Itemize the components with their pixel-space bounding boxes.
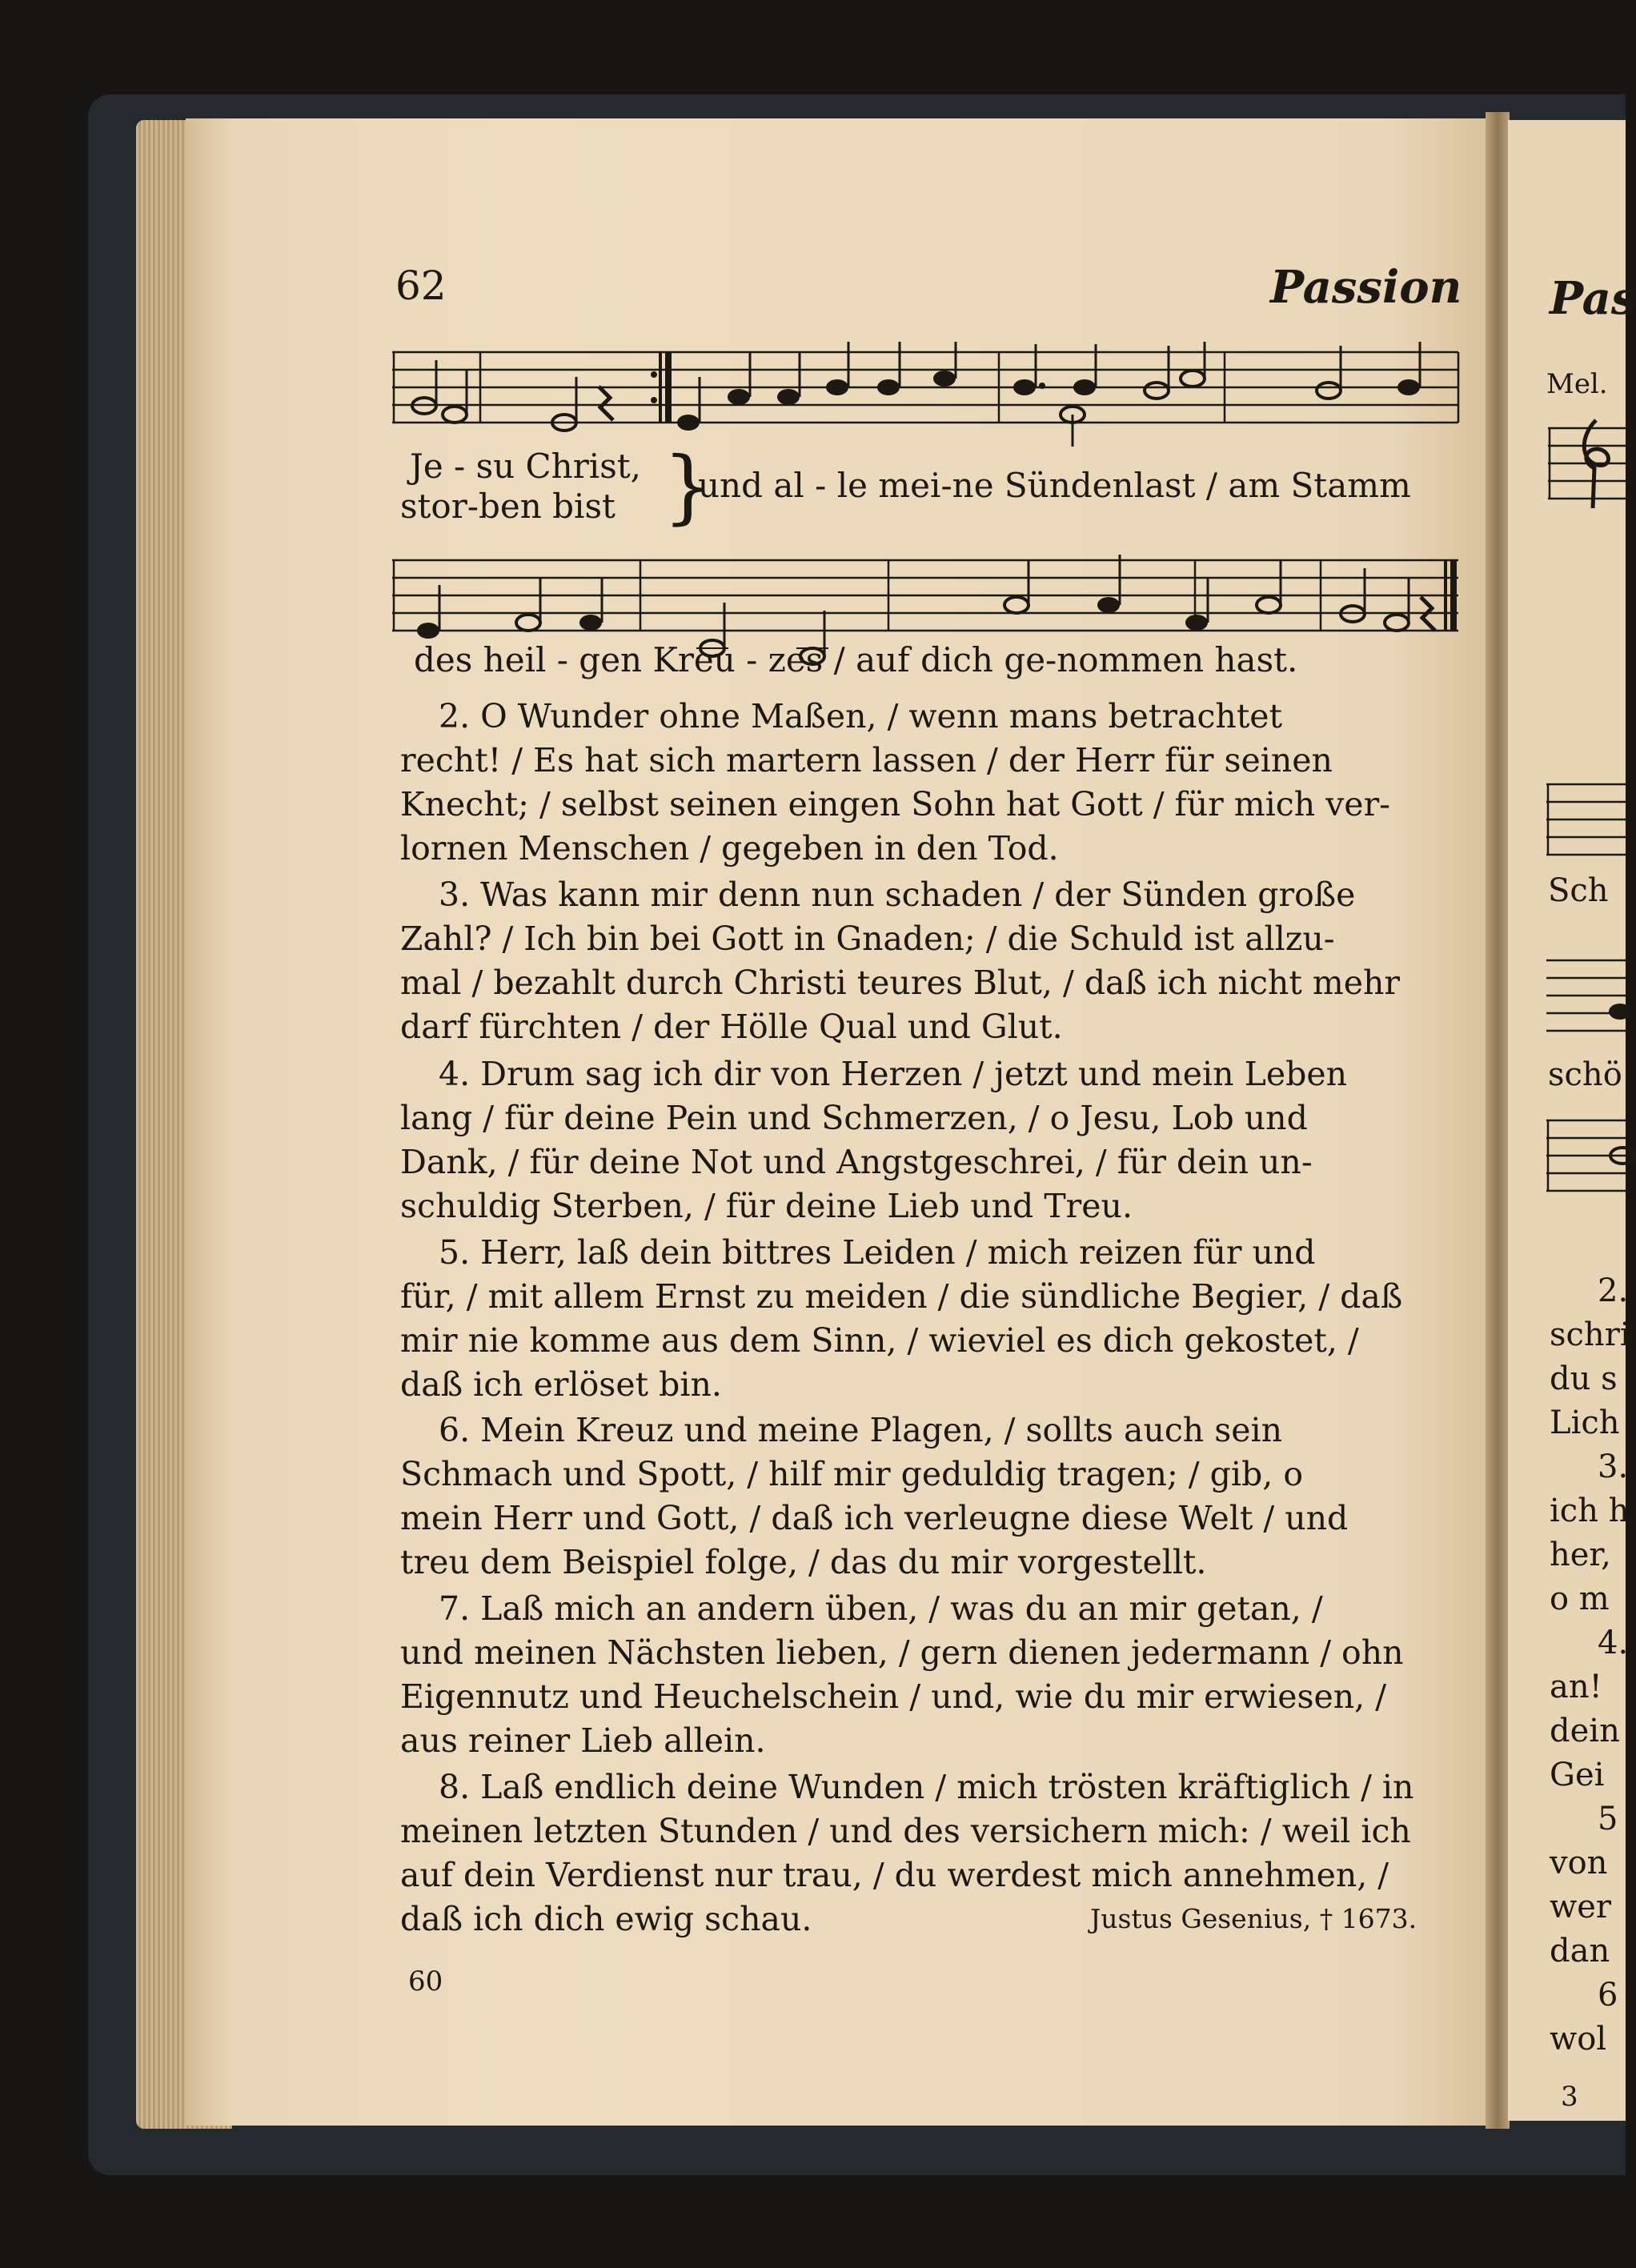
verse-7: [400, 1587, 1465, 1763]
verse-line: mir nie komme aus dem Sinn, / wieviel es dich gekostet, /: [400, 1321, 1359, 1360]
verse-line: Schmach und Spott, / hilf mir geduldig tragen; / gib, o: [400, 1455, 1304, 1493]
verse-3: [400, 873, 1465, 1049]
verse-line: 4. Drum sag ich dir von Herzen / jetzt und mein Leben: [439, 1055, 1348, 1093]
music-staff-1: [392, 343, 1465, 463]
lyric-brace: }: [663, 439, 714, 533]
verse-line: meinen letzten Stunden / und des versichern mich: / weil ich: [400, 1812, 1411, 1850]
right-page-treble-staff: [1548, 412, 1628, 516]
verse-line: 3. Was kann mir denn nun schaden / der Sünden große: [439, 876, 1356, 914]
hymn-author: Justus Gesenius, † 1673.: [1090, 1903, 1417, 1934]
verse-line: 5. Herr, laß dein bittres Leiden / mich reizen für und: [439, 1233, 1316, 1272]
right-page-fragment: Sch: [1548, 872, 1609, 909]
right-page-fragment: Lich: [1550, 1404, 1620, 1441]
lyric-line-1-lower: stor-ben bist: [400, 487, 616, 526]
left-page: [186, 118, 1490, 2126]
verse-line: Eigennutz und Heuchelschein / und, wie du mir erwiesen, /: [400, 1677, 1387, 1716]
verse-5: [400, 1231, 1465, 1407]
verse-line: daß ich erlöset bin.: [400, 1365, 722, 1404]
right-page-fragment: an!: [1550, 1669, 1602, 1705]
verse-line: und meinen Nächsten lieben, / gern dienen jedermann / ohn: [400, 1633, 1404, 1672]
right-page-fragment: ich h: [1550, 1493, 1630, 1529]
verse-6: [400, 1408, 1465, 1585]
verse-line: recht! / Es hat sich martern lassen / der Herr für seinen: [400, 741, 1333, 779]
verse-line: daß ich dich ewig schau.: [400, 1900, 812, 1938]
right-page-fragment: dein: [1550, 1713, 1620, 1749]
verse-line: auf dein Verdienst nur trau, / du werdest mich annehmen, /: [400, 1856, 1389, 1894]
verse-line: Dank, / für deine Not und Angstgeschrei, / für dein un-: [400, 1143, 1313, 1181]
verse-line: 2. O Wunder ohne Maßen, / wenn mans betrachtet: [439, 697, 1283, 735]
right-page-fragment: du s: [1550, 1360, 1618, 1397]
right-page-fragment: 4.: [1598, 1625, 1629, 1661]
verse-line: mal / bezahlt durch Christi teures Blut, / daß ich nicht mehr: [400, 964, 1400, 1002]
verse-line: 6. Mein Kreuz und meine Plagen, / sollts auch sein: [439, 1411, 1283, 1449]
lyric-line-2: des heil - gen Kreu - zes / auf dich ge-nommen hast.: [414, 640, 1298, 679]
verse-line: lornen Menschen / gegeben in den Tod.: [400, 829, 1059, 868]
right-page-fragment: dan: [1550, 1933, 1610, 1969]
right-page-fragment: schri: [1550, 1316, 1630, 1353]
right-page-fragment: schö: [1548, 1056, 1622, 1093]
right-page-footer-number: 3: [1561, 2081, 1578, 2113]
right-page-mel: Mel.: [1546, 368, 1608, 400]
verse-2: [400, 695, 1465, 871]
right-page-fragment: o m: [1550, 1581, 1610, 1617]
lyric-line-1-upper: Je - su Christ,: [410, 447, 642, 486]
right-page-staff-4: [1546, 1112, 1626, 1200]
right-page-header: Pas: [1550, 272, 1636, 325]
right-page-fragment: 3.: [1598, 1449, 1629, 1485]
right-page-fragment: wer: [1550, 1889, 1612, 1925]
verse-line: Knecht; / selbst seinen eingen Sohn hat Gott / für mich ver-: [400, 785, 1391, 823]
right-page-fragment: von: [1550, 1845, 1608, 1881]
verse-line: mein Herr und Gott, / daß ich verleugne diese Welt / und: [400, 1499, 1349, 1537]
verse-line: darf fürchten / der Hölle Qual und Glut.: [400, 1008, 1063, 1046]
right-page-fragment: her,: [1550, 1537, 1611, 1573]
verse-4: [400, 1052, 1465, 1228]
verse-line: für, / mit allem Ernst zu meiden / die sündliche Begier, / daß: [400, 1277, 1403, 1316]
lyric-line-1-rest: und al - le mei-ne Sündenlast / am Stamm: [698, 466, 1411, 505]
right-page-fragment: 5: [1598, 1801, 1618, 1837]
right-page-staff-3: [1546, 952, 1626, 1040]
verse-line: aus reiner Lieb allein.: [400, 1721, 766, 1760]
footer-number: 60: [408, 1965, 443, 1998]
book-gutter: [1486, 112, 1510, 2129]
verse-line: Zahl? / Ich bin bei Gott in Gnaden; / die Schuld ist allzu-: [400, 920, 1335, 958]
right-page-fragment: Gei: [1550, 1757, 1605, 1793]
right-page-staff-2: [1546, 776, 1626, 864]
right-page-fragment: wol: [1550, 2021, 1607, 2058]
right-page-fragment: 6: [1598, 1977, 1618, 2014]
page-title: Passion: [1270, 261, 1462, 314]
right-page-fragment: 2.: [1598, 1272, 1629, 1309]
verse-line: 8. Laß endlich deine Wunden / mich trösten kräftiglich / in: [439, 1768, 1414, 1806]
verse-line: treu dem Beispiel folge, / das du mir vorgestellt.: [400, 1543, 1207, 1581]
verse-line: 7. Laß mich an andern üben, / was du an mir getan, /: [439, 1589, 1323, 1628]
right-page: [1508, 120, 1636, 2121]
verse-line: lang / für deine Pein und Schmerzen, / o Jesu, Lob und: [400, 1099, 1308, 1137]
page-number: 62: [395, 262, 447, 309]
verse-line: schuldig Sterben, / für deine Lieb und Treu.: [400, 1187, 1133, 1225]
